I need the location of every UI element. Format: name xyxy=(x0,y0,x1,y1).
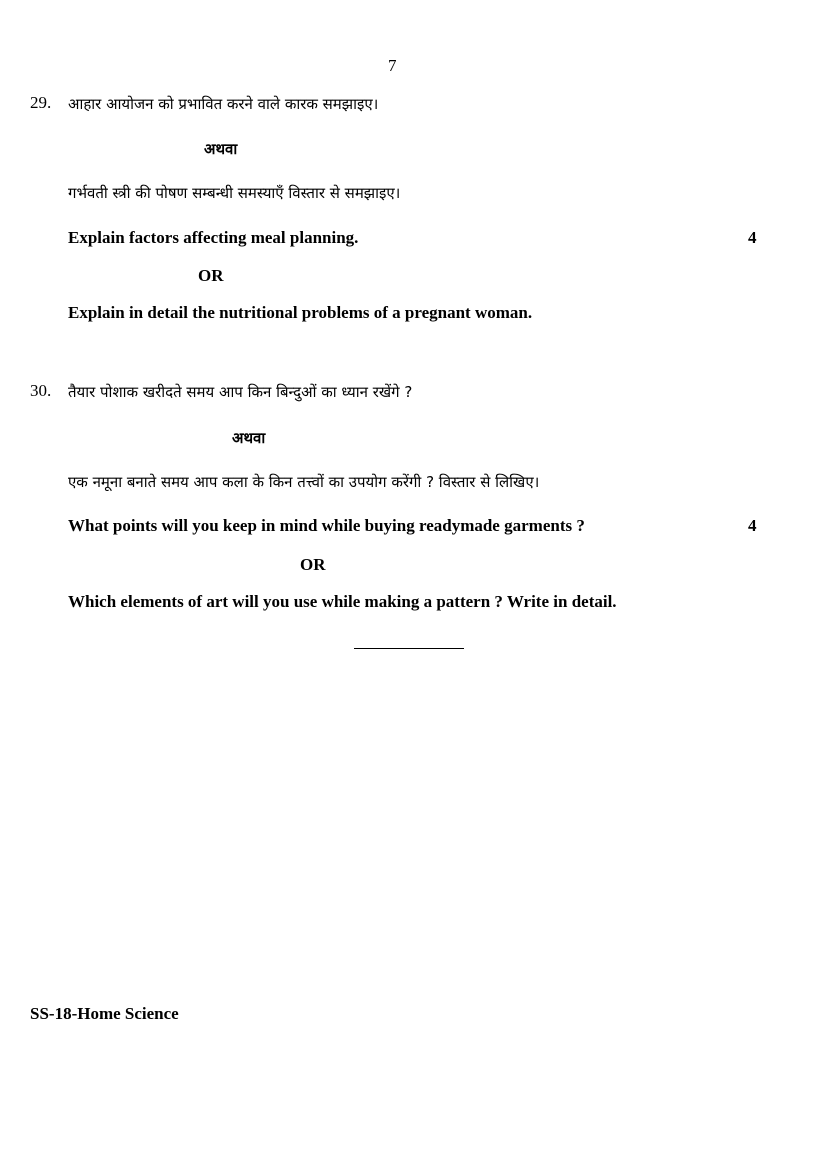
english-question: What points will you keep in mind while buying readymade garments ? xyxy=(68,516,585,535)
question-number: 30. xyxy=(30,381,52,400)
marks: 4 xyxy=(748,228,757,247)
end-of-paper-rule xyxy=(354,648,464,649)
hindi-or: अथवा xyxy=(232,429,266,447)
english-alternative: Which elements of art will you use while making a pattern ? Write in detail. xyxy=(68,592,617,611)
hindi-alternative: एक नमूना बनाते समय आप कला के किन तत्त्वों का उपयोग करेंगी ? विस्तार से लिखिए। xyxy=(68,473,540,491)
english-alternative: Explain in detail the nutritional problems of a pregnant woman. xyxy=(68,303,533,322)
paper-code-footer: SS-18-Home Science xyxy=(30,1004,179,1023)
hindi-question: तैयार पोशाक खरीदते समय आप किन बिन्दुओं का ध्यान रखेंगे ? xyxy=(68,383,413,401)
english-or: OR xyxy=(198,266,224,285)
question-number: 29. xyxy=(30,93,52,112)
page-number: 7 xyxy=(388,56,397,75)
hindi-alternative: गर्भवती स्त्री की पोषण सम्बन्धी समस्याएँ विस्तार से समझाइए। xyxy=(68,184,401,202)
english-question: Explain factors affecting meal planning. xyxy=(68,228,359,247)
english-or: OR xyxy=(300,555,326,574)
hindi-or: अथवा xyxy=(204,140,238,158)
hindi-question: आहार आयोजन को प्रभावित करने वाले कारक समझाइए। xyxy=(68,95,379,113)
marks: 4 xyxy=(748,516,757,535)
